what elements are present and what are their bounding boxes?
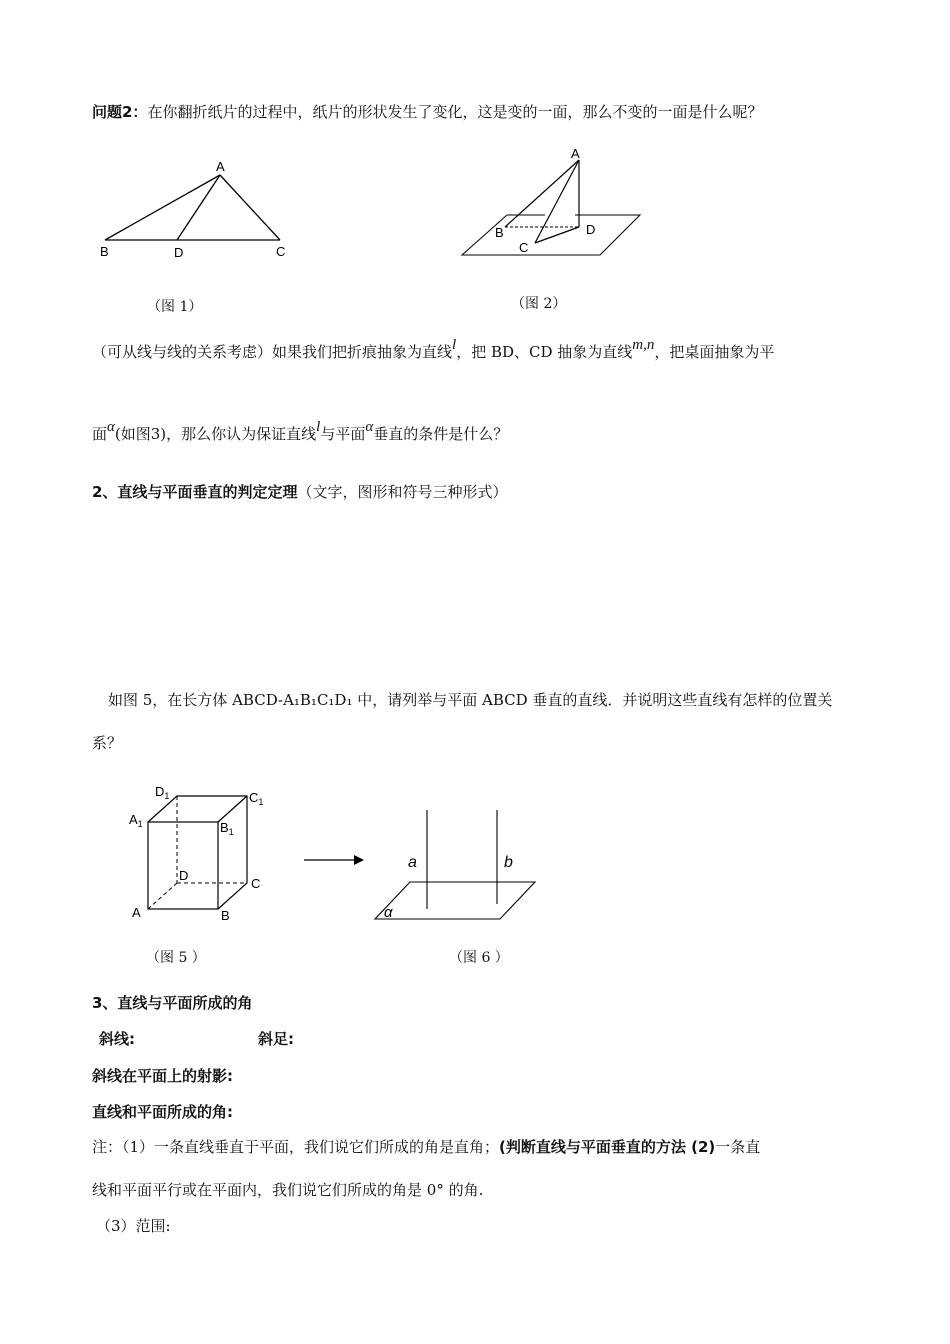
fig5-label-d: D [179, 868, 189, 883]
right-arrow-icon [300, 852, 370, 868]
note-1-part-c: 一条直 [715, 1138, 761, 1156]
para2-post: 垂直的条件是什么？ [373, 425, 509, 443]
paragraph-abstraction-2 [92, 419, 509, 445]
fig6-label-alpha: α [384, 904, 393, 921]
angle-label: 直线和平面所成的角: [92, 1103, 233, 1121]
fig5-label-d1: $D_1$ [155, 784, 170, 801]
note-1-part-a: 注：（1）一条直线垂直于平面，我们说它们所成的角是直角； [92, 1138, 500, 1156]
line-l-symbol: l [452, 337, 457, 353]
fig5-label-b: B [221, 908, 230, 923]
fig5-label-b1: $B_1$ [220, 820, 234, 837]
para1-post: ，把桌面抽象为平 [654, 343, 775, 361]
lines-mn-symbol: m,n [632, 337, 655, 353]
fig2-label-b: B [495, 225, 504, 240]
fig2-label-d: D [586, 222, 596, 237]
fig5-label-a: A [132, 905, 141, 920]
fig2-label-a: A [571, 146, 580, 161]
para1-pre: （可从线与线的关系考虑）如果我们把折痕抽象为直线 [92, 343, 453, 361]
section-2-title: 2、直线与平面垂直的判定定理 [92, 483, 298, 501]
figure-5-question-line2: 系？ [92, 734, 123, 752]
question-2-label: 问题2： [92, 103, 148, 121]
fig1-label-b: B [100, 244, 109, 259]
figure-5-caption: （图 5 ） [146, 950, 206, 966]
fig1-label-a: A [216, 159, 225, 174]
fig5-label-c: C [251, 876, 261, 891]
fig6-label-b: b [504, 854, 513, 871]
fig5-label-c1: $C_1$ [249, 790, 264, 807]
figure-6-caption: （图 6 ） [449, 950, 509, 966]
question-2-text: 在你翻折纸片的过程中，纸片的形状发生了变化，这是变的一面，那么不变的一面是什么呢？ [147, 103, 763, 121]
fig5-label-a1: $A_1$ [129, 812, 143, 829]
figure-1-triangle [95, 150, 305, 265]
para2-pre: 面 [92, 425, 108, 443]
fig1-label-d: D [174, 245, 184, 260]
para2-mid1: (如图3)，那么你认为保证直线 [114, 425, 317, 443]
para1-mid: ，把 BD、CD 抽象为直线 [456, 343, 633, 361]
figure-2-folded-triangle [455, 145, 655, 265]
fig6-label-a: a [408, 854, 417, 871]
range-label: （3）范围: [96, 1217, 171, 1235]
note-line-2: 线和平面平行或在平面内，我们说它们所成的角是 0° 的角. [92, 1181, 484, 1199]
figure-2-caption: （图 2） [511, 296, 567, 312]
oblique-foot-label: 斜足: [258, 1030, 294, 1048]
section-3-title: 3、直线与平面所成的角 [92, 994, 253, 1012]
section-2-note: （文字，图形和符号三种形式） [297, 483, 508, 501]
oblique-line-label: 斜线: [99, 1030, 135, 1048]
figure-6-plane-lines [370, 805, 540, 925]
section-2-heading [92, 482, 507, 502]
para2-mid2: 与平面 [320, 425, 366, 443]
fig2-label-c: C [519, 240, 529, 255]
question-2 [92, 102, 762, 122]
figure-1-caption: （图 1） [147, 299, 203, 315]
fig1-label-c: C [276, 244, 286, 259]
note-line-1 [92, 1137, 760, 1157]
plane-alpha-symbol: α [107, 419, 115, 435]
paragraph-abstraction-1 [92, 337, 775, 363]
figure-5-question-line1: 如图 5，在长方体 ABCD-A₁B₁C₁D₁ 中，请列举与平面 ABCD 垂直的直线．并说明这些直线有怎样的位置关 [108, 691, 833, 709]
figure-5-cuboid [125, 780, 275, 925]
projection-label: 斜线在平面上的射影: [92, 1067, 233, 1085]
plane-alpha-symbol-2: α [365, 419, 374, 435]
line-l-symbol-2: l [316, 419, 321, 435]
note-1-bold: (判断直线与平面垂直的方法 (2) [499, 1138, 716, 1156]
